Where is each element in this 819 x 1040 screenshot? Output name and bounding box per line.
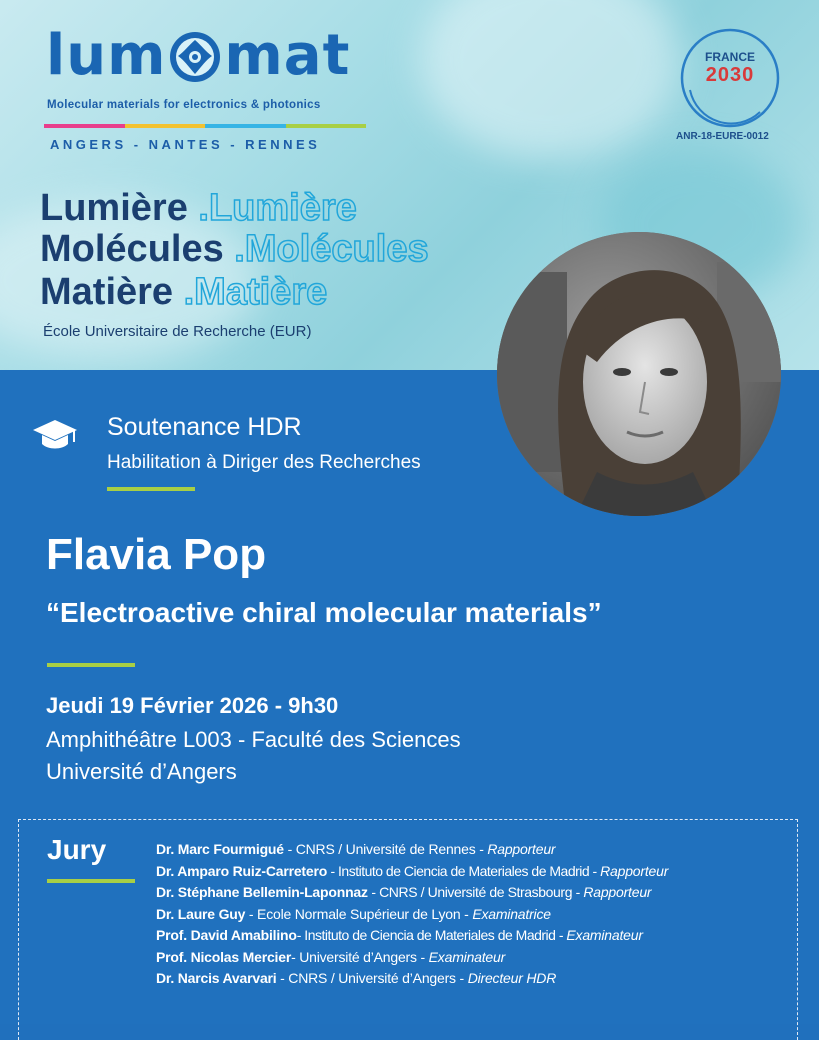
jury-affiliation: - Instituto de Ciencia de Materiales de Madrid -	[296, 927, 567, 943]
school-subtitle: École Universitaire de Recherche (EUR)	[43, 323, 312, 340]
jury-affiliation: - CNRS / Université d’Angers -	[276, 970, 468, 986]
jury-member	[156, 947, 668, 969]
tagline: Molecular materials for electronics & photonics	[47, 99, 321, 111]
jury-label: Jury	[47, 834, 107, 865]
jury-member	[156, 968, 668, 990]
jury-affiliation: - Ecole Normale Supérieur de Lyon -	[245, 905, 473, 922]
jury-role: Examinatrice	[472, 905, 551, 922]
headline-solid: Matière	[40, 271, 174, 313]
headline-molecules	[40, 229, 429, 269]
color-bar	[44, 124, 366, 128]
headline-outline: .Lumière	[198, 187, 357, 229]
jury-affiliation: - CNRS / Université de Rennes -	[283, 841, 488, 857]
jury-name: Dr. Stéphane Bellemin-Laponnaz	[156, 884, 368, 900]
jury-member	[156, 904, 668, 926]
logo-text-right: mat	[224, 23, 351, 88]
jury-name: Dr. Amparo Ruiz-Carretero	[156, 862, 328, 879]
event-room: Amphithéâtre L003 - Faculté des Sciences	[46, 727, 461, 752]
headline-outline: .Matière	[183, 271, 328, 313]
jury-name: Dr. Narcis Avarvari	[156, 970, 277, 986]
headline-solid: Molécules	[40, 228, 224, 270]
graduation-cap-icon	[32, 418, 78, 452]
event-date: Jeudi 19 Février 2026 - 9h30	[46, 693, 339, 718]
jury-name: Prof. Nicolas Mercier	[156, 948, 292, 965]
color-segment-green	[286, 124, 367, 128]
badge-line2: 2030	[705, 64, 755, 86]
candidate-name: Flavia Pop	[46, 530, 267, 579]
jury-name: Dr. Marc Fourmigué	[156, 841, 284, 857]
logo-globe-icon	[166, 28, 224, 84]
headline-lumiere	[40, 188, 357, 228]
jury-role: Directeur HDR	[467, 970, 557, 986]
jury-role: Rapporteur	[487, 841, 556, 857]
jury-member	[156, 925, 668, 947]
jury-role: Examinateur	[566, 927, 643, 943]
jury-role: Examinateur	[428, 948, 506, 965]
color-segment-yellow	[125, 124, 206, 128]
jury-role: Rapporteur	[583, 884, 652, 900]
jury-name: Prof. David Amabilino	[156, 927, 297, 943]
cities: ANGERS - NANTES - RENNES	[50, 137, 321, 152]
color-segment-pink	[44, 124, 125, 128]
jury-member	[156, 839, 668, 861]
jury-affiliation: - Université d’Angers -	[291, 948, 429, 965]
background-texture	[420, 0, 680, 160]
divider	[107, 487, 195, 491]
jury-role: Rapporteur	[600, 862, 669, 879]
event-university: Université d’Angers	[46, 759, 237, 784]
color-segment-blue	[205, 124, 286, 128]
grant-number: ANR-18-EURE-0012	[676, 131, 769, 142]
event-type: Soutenance HDR	[107, 413, 302, 441]
headline-matiere	[40, 272, 327, 312]
event-type-full: Habilitation à Diriger des Recherches	[107, 452, 421, 473]
logo-text-left: lum	[46, 23, 167, 88]
badge-line1: FRANCE	[705, 50, 755, 64]
jury-list	[156, 839, 668, 990]
jury-affiliation: - Instituto de Ciencia de Materiales de Madrid -	[327, 862, 601, 879]
jury-name: Dr. Laure Guy	[156, 905, 246, 922]
jury-member	[156, 882, 668, 904]
thesis-title: “Electroactive chiral molecular materials”	[46, 597, 602, 628]
candidate-photo	[497, 232, 781, 516]
headline-outline: .Molécules	[234, 228, 429, 270]
divider	[47, 879, 135, 883]
jury-affiliation: - CNRS / Université de Strasbourg -	[367, 884, 584, 900]
divider	[47, 663, 135, 667]
headline-solid: Lumière	[40, 187, 188, 229]
jury-member	[156, 861, 668, 883]
lumomat-logo	[46, 23, 376, 98]
france-2030-badge	[680, 28, 780, 128]
